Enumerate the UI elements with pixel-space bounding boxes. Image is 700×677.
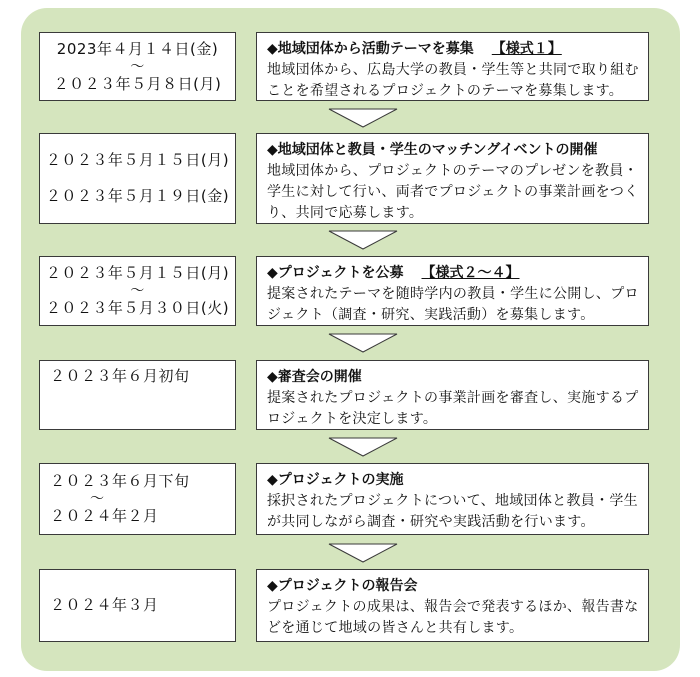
date-line: ２０２３年５月３０日(火) [45, 299, 230, 317]
date-tilde: ～ [130, 283, 145, 299]
date-line: ２０２３年５月１５日(月) [45, 264, 230, 282]
step-title: ◆プロジェクトの報告会 [267, 578, 418, 594]
date-box-6 [39, 569, 236, 642]
date-box-2 [39, 133, 236, 224]
date-line: ２０２３年６月下旬 [50, 472, 190, 490]
date-box-1 [39, 32, 236, 101]
step-box-3 [256, 256, 649, 326]
step-description: プロジェクトの成果は、報告会で発表するほか、報告書などを通じて地域の皆さんと共有します。 [267, 599, 639, 636]
date-line: ２０２４年３月 [50, 596, 159, 614]
step-box-4 [256, 360, 649, 430]
step-description: 地域団体から、プロジェクトのテーマのプレゼンを教員・学生に対して行い、両者でプロジェクトの事業計画をつくり、共同で応募します。 [267, 163, 639, 221]
date-line: 2023年４月１４日(金) [56, 39, 219, 58]
form-label: 【様式２～４】 [421, 265, 520, 281]
down-arrow-icon [328, 543, 398, 563]
date-line: ２０２３年５月１９日(金) [45, 187, 230, 205]
step-box-6 [256, 569, 649, 642]
date-line: ２０２３年６月初旬 [50, 367, 190, 385]
down-arrow-icon [328, 333, 398, 353]
step-description: 提案されたテーマを随時学内の教員・学生に公開し、プロジェクト（調査・研究、実践活動）を募集します。 [267, 286, 639, 323]
down-arrow-icon [328, 230, 398, 250]
date-tilde: ～ [90, 491, 105, 507]
date-box-5 [39, 463, 236, 535]
step-description: 地域団体から、広島大学の教員・学生等と共同で取り組むことを希望されるプロジェクトのテーマを募集します。 [267, 62, 639, 99]
step-box-1 [256, 32, 649, 101]
step-box-5 [256, 463, 649, 535]
step-title: ◆審査会の開催 [267, 369, 362, 385]
step-title: ◆地域団体と教員・学生のマッチングイベントの開催 [267, 142, 598, 158]
date-box-4 [39, 360, 236, 430]
step-title: ◆プロジェクトを公募 【様式２～４】 [267, 265, 520, 281]
date-line: ２０２３年５月１５日(月) [45, 151, 230, 169]
down-arrow-icon [328, 108, 398, 128]
down-arrow-icon [328, 437, 398, 457]
step-box-2 [256, 133, 649, 224]
step-title: ◆地域団体から活動テーマを募集 【様式１】 [267, 41, 562, 57]
step-title: ◆プロジェクトの実施 [267, 472, 404, 488]
date-line: ２０２４年２月 [50, 507, 159, 525]
step-description: 提案されたプロジェクトの事業計画を審査し、実施するプロジェクトを決定します。 [267, 390, 639, 427]
step-description: 採択されたプロジェクトについて、地域団体と教員・学生が共同しながら調査・研究や実践活動を行います。 [267, 493, 638, 530]
form-label: 【様式１】 [491, 41, 562, 57]
date-tilde: ～ [130, 58, 145, 75]
date-box-3 [39, 256, 236, 326]
date-line: ２０２３年５月８日(月) [53, 74, 222, 93]
